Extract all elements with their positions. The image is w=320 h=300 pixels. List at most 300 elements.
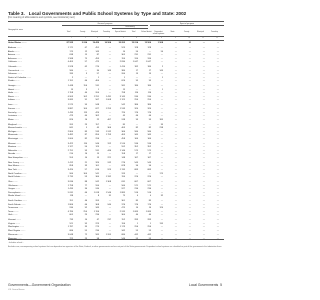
table-cell: — (160, 168, 163, 171)
row-label: Tennessee ........ (8, 207, 24, 210)
row-label: Hawaii ........ (8, 88, 20, 91)
table-cell: 3 034 (81, 42, 87, 44)
table-cell: — (188, 61, 191, 64)
table-cell: — (160, 85, 163, 88)
column-header: Municipal (196, 31, 205, 33)
table-cell: 1 793 (105, 134, 111, 137)
table-cell: — (216, 134, 219, 137)
table-cell: 167 (134, 156, 138, 159)
table-cell: 4 784 (67, 210, 73, 213)
table-cell: — (188, 233, 191, 236)
table-cell: 176 (147, 203, 151, 206)
table-cell: 66 (135, 115, 138, 118)
row-label: Louisiana ........ (8, 115, 23, 118)
table-cell: 19 (70, 88, 73, 91)
table-cell: — (202, 134, 205, 137)
table-cell: 17 (135, 69, 138, 72)
column-number: 4 (109, 37, 110, 40)
table-cell: 310 (147, 57, 151, 60)
table-cell: 40 (148, 214, 151, 217)
table-cell: — (216, 57, 219, 60)
table-cell: 101 (95, 165, 99, 168)
table-cell: 1 (136, 222, 138, 225)
table-cell: 283 (147, 219, 151, 222)
table-cell: 1 588 (67, 57, 73, 60)
table-cell: 667 (147, 181, 151, 183)
table-cell: — (216, 42, 219, 44)
table-cell: 1 975 (67, 104, 73, 107)
table-cell: 5 (85, 127, 87, 130)
table-cell: — (188, 69, 191, 72)
row-label: Nevada ........ (8, 153, 21, 156)
table-cell: — (188, 229, 191, 232)
table-cell: 96 (135, 165, 138, 168)
table-cell: 927 (121, 188, 125, 191)
table-cell: — (188, 130, 191, 133)
table-cell: — (216, 146, 219, 149)
table-cell: — (216, 184, 219, 187)
table-cell: — (188, 107, 191, 110)
table-cell: — (202, 207, 205, 210)
table-cell: — (216, 233, 219, 236)
table-cell: — (188, 165, 191, 168)
table-cell: 342 (121, 229, 125, 232)
table-cell: — (188, 210, 191, 213)
table-cell: 149 (107, 69, 111, 72)
table-cell: — (188, 115, 191, 118)
table-cell: — (108, 153, 111, 156)
table-cell: 403 (121, 127, 125, 130)
table-cell: — (202, 85, 205, 88)
table-cell: 296 (147, 226, 151, 229)
table-cell: 324 (95, 161, 99, 164)
table-cell: — (188, 92, 191, 95)
table-cell: — (174, 207, 177, 210)
table-cell: 345 (147, 134, 151, 137)
table-cell: — (84, 69, 87, 72)
row-label: Delaware ........ (8, 73, 22, 76)
table-cell: — (160, 130, 163, 133)
table-cell: 541 (95, 172, 99, 175)
table-cell: 269 (95, 200, 99, 203)
table-cell: 185 (159, 118, 163, 121)
row-label: North Dakota ........ (8, 176, 26, 179)
table-cell: — (188, 46, 191, 49)
table-cell: — (135, 123, 138, 126)
table-cell: — (148, 123, 151, 126)
table-cell: 3 085 (67, 99, 73, 102)
table-cell: — (216, 46, 219, 49)
table-cell: — (160, 210, 163, 213)
table-cell: 324 (134, 107, 138, 110)
table-cell: — (108, 57, 111, 60)
table-cell: — (216, 137, 219, 140)
table-cell: — (216, 85, 219, 88)
table-cell: 529 (121, 46, 125, 49)
table-cell: 2 (161, 66, 163, 69)
table-cell: — (160, 115, 163, 118)
table-cell: — (202, 50, 205, 53)
table-row (8, 234, 224, 237)
table-cell: 581 (121, 85, 125, 88)
table-cell: 616 (95, 168, 99, 171)
table-cell: — (188, 153, 191, 156)
table-cell: — (160, 238, 163, 241)
table-cell: — (160, 214, 163, 217)
table-cell: 1 135 (119, 168, 125, 171)
table-cell: 1 089 (132, 210, 138, 213)
table-cell: 2 804 (67, 130, 73, 133)
table-cell: — (174, 168, 177, 171)
table-cell: 87 525 (66, 42, 73, 44)
table-cell: — (188, 99, 191, 102)
table-cell: — (202, 92, 205, 95)
table-cell: — (174, 127, 177, 130)
table-cell: 1 158 (67, 92, 73, 95)
table-cell: 95 (84, 222, 87, 225)
table-cell: — (174, 95, 177, 98)
table-cell: 14 (84, 219, 87, 222)
table-cell: 948 (95, 104, 99, 107)
table-cell: 1 047 (132, 61, 138, 64)
table-cell: 88 (84, 181, 87, 183)
table-cell: 1 291 (93, 95, 99, 98)
table-cell: — (188, 219, 191, 222)
table-cell: 39 (84, 226, 87, 229)
table-cell: — (108, 184, 111, 187)
table-cell: — (174, 107, 177, 110)
table-cell: 157 (95, 123, 99, 126)
table-cell: 386 (134, 104, 138, 107)
table-cell: 1 (161, 76, 163, 79)
table-cell: 96 (148, 165, 151, 168)
row-label: Texas ........ (8, 210, 19, 213)
table-cell: 102 (83, 95, 87, 98)
table-cell: — (174, 92, 177, 95)
table-cell: — (216, 172, 219, 175)
table-cell: 82 (148, 127, 151, 130)
footer-publisher: U.S. Census Bureau (8, 289, 25, 291)
table-cell: 686 (69, 229, 73, 232)
table-cell: — (202, 222, 205, 225)
table-cell: — (174, 238, 177, 241)
table-cell: — (202, 57, 205, 60)
row-label: United States ........ (8, 42, 27, 44)
table-cell: — (160, 184, 163, 187)
table-cell: 82 (84, 137, 87, 140)
table-cell: — (216, 80, 219, 83)
table-cell: 85 (148, 200, 151, 203)
table-cell: — (108, 92, 111, 95)
table-cell: — (108, 207, 111, 210)
table-cell: 446 (107, 149, 111, 152)
table-cell: 92 (84, 207, 87, 210)
table-cell: — (108, 210, 111, 213)
table-cell: 384 (121, 69, 125, 72)
table-cell: — (160, 149, 163, 152)
table-cell: — (160, 137, 163, 140)
table-cell: — (216, 181, 219, 183)
table-cell: 1 047 (145, 61, 151, 64)
table-cell: — (216, 210, 219, 213)
table-cell: 129 (95, 146, 99, 149)
table-cell: 2 735 (67, 176, 73, 179)
row-label: Massachusetts ........ (8, 127, 28, 130)
table-cell: 319 (121, 172, 125, 175)
table-cell: — (148, 76, 151, 79)
table-cell: 265 (69, 123, 73, 126)
header-special-purpose: Special purpose (179, 22, 195, 25)
table-cell: — (148, 88, 151, 91)
table-cell: — (216, 88, 219, 91)
row-label: Georgia ........ (8, 85, 21, 88)
table-cell: 19 (96, 153, 99, 156)
table-cell: — (202, 80, 205, 83)
row-label: Nebraska ........ (8, 149, 23, 152)
table-cell: 87 (84, 134, 87, 137)
table-cell: — (108, 165, 111, 168)
table-cell: — (216, 61, 219, 64)
column-number: 10 (188, 37, 190, 40)
table-cell: 196 (121, 222, 125, 225)
table-cell: — (188, 222, 191, 225)
table-cell: 175 (159, 172, 163, 175)
table-cell: 516 (147, 191, 151, 194)
table-cell: 67 (84, 46, 87, 49)
table-cell: 15 (122, 88, 125, 91)
table-cell: — (188, 88, 191, 91)
table-cell: 17 (148, 69, 151, 72)
table-cell: — (216, 195, 219, 198)
table-cell: 628 (121, 165, 125, 168)
table-cell: 19 (135, 73, 138, 76)
footer-chapter: Local Governments (188, 283, 219, 287)
table-cell: 442 (147, 233, 151, 236)
table-cell: 99 (84, 104, 87, 107)
table-row-total (8, 42, 224, 45)
table-cell: 467 (107, 118, 111, 121)
table-cell: 312 (107, 142, 111, 145)
table-cell: 542 (121, 104, 125, 107)
table-cell: 87 (96, 54, 99, 57)
table-cell: 53 (84, 176, 87, 179)
table-cell: — (188, 142, 191, 145)
row-label: North Carolina ........ (8, 172, 27, 175)
table-cell: — (216, 127, 219, 130)
table-cell: — (216, 229, 219, 232)
table-cell: — (174, 184, 177, 187)
row-label: Iowa ........ (8, 104, 18, 107)
table-subtitle: [For meaning of abbreviations and symbols, see introductory text] (8, 17, 75, 19)
table-cell: — (216, 99, 219, 102)
table-cell: 404 (95, 80, 99, 83)
row-label: Wyoming ........ (8, 238, 22, 241)
table-cell: — (108, 61, 111, 64)
table-cell: 733 (69, 219, 73, 222)
table-cell: — (135, 76, 138, 79)
table-cell: — (216, 107, 219, 110)
table-cell: 14 (135, 207, 138, 210)
table-cell: — (216, 54, 219, 57)
row-label: Florida ........ (8, 80, 20, 83)
table-row (8, 195, 224, 198)
row-label: California ........ (8, 61, 22, 64)
table-cell: 57 (96, 73, 99, 76)
table-cell: 128 (134, 46, 138, 49)
table-cell: — (174, 69, 177, 72)
table-cell: 15 (84, 54, 87, 57)
column-header: Total (66, 31, 71, 33)
table-cell: — (188, 118, 191, 121)
table-cell: — (108, 76, 111, 79)
table-cell: — (202, 168, 205, 171)
table-cell: 283 (134, 219, 138, 222)
table-cell: 54 (135, 50, 138, 53)
table-cell: — (188, 156, 191, 159)
header-bottom-rule (8, 40, 224, 41)
table-cell: — (174, 188, 177, 191)
table-cell: — (160, 95, 163, 98)
table-cell: 1 308 (105, 181, 111, 183)
table-cell: — (160, 181, 163, 183)
table-cell: — (174, 222, 177, 225)
table-cell: — (216, 118, 219, 121)
table-cell: 1 508 (157, 42, 163, 44)
column-header: County (183, 31, 190, 33)
table-cell: 226 (134, 176, 138, 179)
table-cell: 17 (135, 153, 138, 156)
table-cell: — (174, 181, 177, 183)
table-cell: 167 (147, 156, 151, 159)
table-cell: 45 (122, 115, 125, 118)
table-cell: — (160, 165, 163, 168)
table-cell: — (202, 226, 205, 229)
footnote-label: ¹ Includes school... (8, 242, 24, 244)
table-cell: — (108, 80, 111, 83)
table-cell: 176 (147, 111, 151, 114)
table-cell: 1 242 (105, 130, 111, 133)
table-cell: 13 506 (144, 42, 151, 44)
table-cell: 40 (135, 214, 138, 217)
table-cell: — (188, 134, 191, 137)
header-state-label: Geographic area (8, 29, 23, 31)
table-cell: 536 (147, 142, 151, 145)
table-cell: — (216, 111, 219, 114)
table-cell: 960 (69, 172, 73, 175)
table-cell: 135 (159, 222, 163, 225)
row-label: Vermont ........ (8, 219, 21, 222)
table-cell: 57 (84, 168, 87, 171)
table-cell: — (188, 57, 191, 60)
table-cell: — (188, 76, 191, 79)
table-cell: 12 (84, 50, 87, 53)
row-label: Alaska ........ (8, 50, 20, 53)
table-cell: — (108, 46, 111, 49)
table-cell: — (174, 46, 177, 49)
table-cell: — (148, 50, 151, 53)
table-cell: 95 (135, 80, 138, 83)
table-cell: — (84, 76, 87, 79)
table-cell: — (216, 115, 219, 118)
table-cell: 75 (122, 195, 125, 198)
table-cell: — (174, 99, 177, 102)
table-cell: 22 (96, 118, 99, 121)
table-cell: — (202, 172, 205, 175)
table-cell: — (216, 176, 219, 179)
column-header: Municipal (90, 31, 99, 33)
table-cell: 55 (84, 229, 87, 232)
table-cell: 60 (84, 115, 87, 118)
table-cell: — (202, 123, 205, 126)
table-cell: 473 (69, 115, 73, 118)
table-cell: 156 (83, 85, 87, 88)
table-cell: 1 (97, 88, 99, 91)
table-cell: 83 (84, 130, 87, 133)
table-cell: 720 (121, 111, 125, 114)
table-cell: 236 (95, 214, 99, 217)
table-cell: — (174, 61, 177, 64)
table-cell: — (202, 219, 205, 222)
table-cell: — (202, 200, 205, 203)
table-cell: — (188, 191, 191, 194)
table-cell: 1 191 (67, 80, 73, 83)
table-cell: — (216, 123, 219, 126)
table-cell: 3 482 (67, 134, 73, 137)
table-cell: 764 (121, 176, 125, 179)
table-cell: 667 (134, 181, 138, 183)
table-cell: 116 (134, 92, 138, 95)
table-cell: — (202, 156, 205, 159)
table-cell: 1 (97, 76, 99, 79)
row-label: Oklahoma ........ (8, 184, 23, 187)
table-cell: 3 145 (119, 95, 125, 98)
table-cell: 499 (95, 57, 99, 60)
table-cell: — (216, 149, 219, 152)
table-cell: — (160, 176, 163, 179)
table-cell: 930 (69, 207, 73, 210)
table-cell: 14 (148, 207, 151, 210)
table-cell: — (202, 73, 205, 76)
table-cell: 704 (121, 57, 125, 60)
table-cell: — (160, 161, 163, 164)
table-cell: 35 052 (118, 42, 125, 44)
table-cell: — (188, 146, 191, 149)
column-number: 1 (71, 37, 72, 40)
table-cell: — (160, 99, 163, 102)
table-cell: — (160, 134, 163, 137)
table-row (8, 61, 224, 64)
table-cell: 152 (121, 219, 125, 222)
table-cell: 940 (107, 203, 111, 206)
row-label: New York ........ (8, 168, 22, 171)
table-cell: 929 (107, 168, 111, 171)
table-cell: 1 299 (105, 107, 111, 110)
table-cell: — (174, 191, 177, 194)
table-cell: — (216, 69, 219, 72)
table-cell: 531 (95, 85, 99, 88)
table-cell: 296 (95, 137, 99, 140)
table-cell: — (188, 172, 191, 175)
row-label: Pennsylvania ........ (8, 191, 26, 194)
table-cell: — (188, 73, 191, 76)
table-cell: 85 (122, 123, 125, 126)
table-cell: 605 (69, 214, 73, 217)
table-cell: — (202, 181, 205, 183)
table-cell: 176 (134, 203, 138, 206)
table-cell: 55 (148, 229, 151, 232)
footer-section-title: Governments—Government Organization (8, 283, 71, 287)
table-cell: 516 (134, 191, 138, 194)
